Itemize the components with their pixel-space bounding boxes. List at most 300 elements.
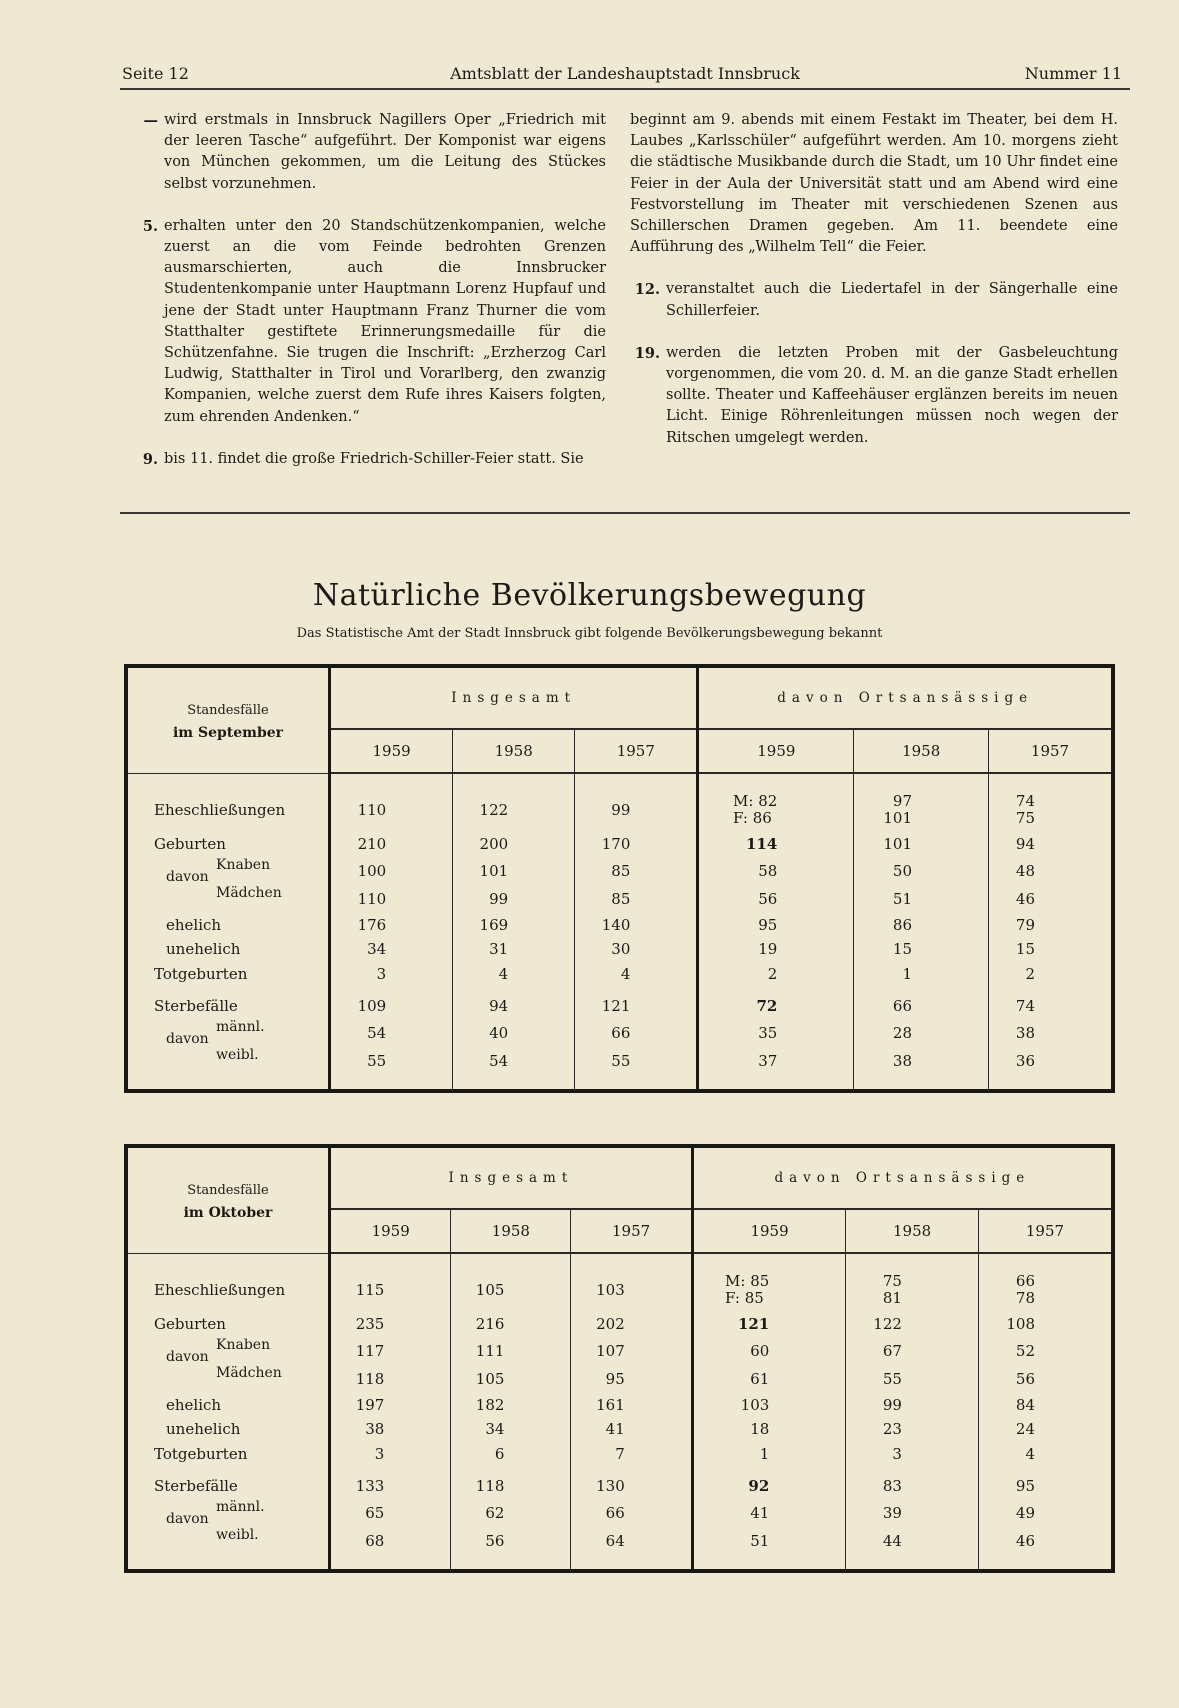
value-cell (330, 1047, 453, 1075)
value: 54 (489, 1051, 509, 1070)
value: 54 (367, 1023, 387, 1042)
value: 107 (596, 1341, 625, 1360)
value-cell (451, 1365, 571, 1393)
value: 86 (892, 915, 913, 934)
value: 6 (494, 1444, 505, 1463)
value: 36 (1015, 1051, 1035, 1070)
value-cell (575, 1047, 698, 1075)
value-cell (854, 832, 989, 857)
row-label-cell (126, 857, 330, 885)
row-label-cell (126, 788, 330, 832)
value: 18 (750, 1420, 770, 1439)
value: 235 (355, 1315, 385, 1334)
table-row (126, 1417, 1113, 1442)
davon-group (128, 1364, 282, 1389)
value-cell (451, 1527, 571, 1555)
value-cell (330, 1268, 451, 1312)
year-header: 1959 (692, 1209, 846, 1253)
value: 44 (882, 1531, 902, 1550)
value: 15 (892, 940, 913, 959)
value-cell (571, 1365, 692, 1393)
value-cell (978, 1527, 1113, 1555)
value: 111 (475, 1341, 505, 1360)
value-cell (846, 1268, 979, 1312)
value-cell (571, 1268, 692, 1312)
value-cell (989, 986, 1113, 1019)
row-label-cell (126, 1442, 330, 1467)
value: 62 (485, 1503, 505, 1522)
row-label: männl. (216, 1018, 265, 1035)
value: 41 (605, 1420, 625, 1439)
value-cell (978, 1417, 1113, 1442)
value: 40 (489, 1023, 509, 1042)
value: 130 (596, 1477, 625, 1496)
value: 34 (485, 1420, 505, 1439)
value-cell (698, 885, 854, 913)
value: 19 (758, 940, 778, 959)
value-cell (698, 1047, 854, 1075)
davon-group (128, 1526, 259, 1551)
value-cell (330, 1019, 453, 1047)
value-cell (854, 788, 989, 832)
value: 169 (479, 915, 509, 934)
value-cell (453, 986, 575, 1019)
value: 56 (758, 889, 778, 908)
row-label-header (126, 1146, 330, 1253)
value-cell (575, 788, 698, 832)
value-cell (453, 1019, 575, 1047)
value-cell (846, 1527, 979, 1555)
value: 122 (479, 801, 509, 819)
value: 56 (485, 1531, 505, 1550)
row-label-cell (126, 832, 330, 857)
davon-group (128, 1046, 259, 1071)
female-value: F: 85 (725, 1289, 764, 1307)
value: 74 (1015, 792, 1035, 810)
value: 95 (1015, 1477, 1035, 1496)
value-cell (978, 1312, 1113, 1337)
value: 140 (601, 915, 631, 934)
stacked-values (883, 1273, 978, 1307)
value: 101 (479, 861, 509, 880)
row-label: weibl. (216, 1526, 259, 1543)
row-label: Totgeburten (154, 1444, 248, 1463)
value: 24 (1015, 1420, 1035, 1439)
value-cell (698, 788, 854, 832)
row-label-cell (126, 962, 330, 987)
value: 48 (1015, 861, 1035, 880)
value: 46 (1015, 1531, 1035, 1550)
row-label-cell (126, 1019, 330, 1047)
value-cell (330, 1466, 451, 1499)
row-label-cell (126, 1268, 330, 1312)
year-header: 1957 (978, 1209, 1113, 1253)
row-label-cell (126, 913, 330, 938)
value: 2 (1025, 964, 1035, 983)
value: 92 (748, 1477, 770, 1496)
value: 79 (1015, 915, 1035, 934)
stacked-values (1016, 1273, 1111, 1307)
value: 61 (750, 1369, 770, 1388)
male-value: M: 85 (725, 1272, 770, 1290)
row-label-cell (126, 1499, 330, 1527)
value-cell (571, 1393, 692, 1418)
value-cell (453, 1047, 575, 1075)
value-cell (854, 885, 989, 913)
row-label: unehelich (166, 1420, 241, 1439)
value-cell (571, 1417, 692, 1442)
row-label-cell (126, 937, 330, 962)
year-header: 1958 (451, 1209, 571, 1253)
entry-text: wird erstmals in Innsbruck Nagillers Oper „Friedrich mit der leeren Tasche“ aufgeführt. Der Komponist war eigens von München gekommen, um die Leitung des Stückes selbst vorzunehmen. (164, 112, 606, 192)
value: 83 (882, 1477, 902, 1496)
value: 67 (882, 1341, 902, 1360)
table-row (126, 962, 1113, 987)
value: 38 (365, 1420, 385, 1439)
group-header-insgesamt: Insgesamt (330, 666, 698, 729)
stacked-values (883, 793, 988, 827)
year-header: 1957 (989, 729, 1113, 773)
value-cell (978, 1393, 1113, 1418)
row-label: Mädchen (216, 884, 282, 901)
value-cell (330, 1442, 451, 1467)
table-row (126, 857, 1113, 885)
value: 1 (902, 964, 913, 983)
row-label-cell (126, 885, 330, 913)
header-row (126, 666, 1113, 729)
value: 118 (475, 1477, 505, 1496)
table-row (126, 1499, 1113, 1527)
value-cell (571, 1466, 692, 1499)
section-title: Natürliche Bevölkerungsbewegung (312, 578, 867, 613)
value: 55 (367, 1051, 387, 1070)
value-cell (846, 1417, 979, 1442)
value: 50 (892, 861, 913, 880)
value-cell (330, 1499, 451, 1527)
value: 66 (892, 997, 913, 1016)
entry-text: werden die letzten Proben mit der Gasbeleuchtung vorgenommen, die vom 20. d. M. an die ganze Stadt erhellen sollte. Theater und Kaffeehäuser erglänzen bereits im neuen Licht. Einige Röhrenleitungen müssen noch wegen der Ritschen umgelegt werden. (666, 344, 1118, 446)
value: 72 (756, 997, 778, 1016)
row-label: Geburten (154, 835, 226, 854)
value-cell (453, 832, 575, 857)
value-cell (698, 913, 854, 938)
entry-date: 9. (142, 450, 158, 468)
value: 2 (767, 964, 778, 983)
value-cell (575, 962, 698, 987)
value-cell (698, 937, 854, 962)
value-cell (575, 832, 698, 857)
year-header: 1959 (698, 729, 854, 773)
table-row (126, 937, 1113, 962)
row-label: ehelich (166, 915, 222, 934)
value: 103 (596, 1281, 625, 1299)
value-cell (854, 913, 989, 938)
value: 105 (475, 1369, 505, 1388)
value-cell (575, 913, 698, 938)
value: 23 (882, 1420, 902, 1439)
year-header: 1959 (330, 1209, 451, 1253)
value-cell (453, 788, 575, 832)
davon-label: davon (166, 1510, 209, 1527)
value: 58 (758, 861, 778, 880)
value-cell (692, 1442, 846, 1467)
value: 121 (601, 997, 631, 1016)
value-cell (451, 1466, 571, 1499)
row-label-cell (126, 1527, 330, 1555)
value-cell (330, 1365, 451, 1393)
value: 99 (882, 1395, 902, 1414)
value-cell (571, 1337, 692, 1365)
value: 15 (1015, 940, 1035, 959)
value-cell (846, 1442, 979, 1467)
issue-number: Nummer 11 (1024, 64, 1122, 83)
row-label: Totgeburten (154, 964, 248, 983)
row-label-cell (126, 1393, 330, 1418)
value: 4 (1025, 1444, 1035, 1463)
value: 101 (883, 809, 913, 827)
value: 202 (596, 1315, 625, 1334)
entry-text: erhalten unter den 20 Standschützenkompanien, welche zuerst an die vom Feinde bedrohten Grenzen ausmarschierten, auch die Innsbrucker Studentenkompanie unter Hauptmann Lorenz Hupfauf und jene der Stadt unter Hauptmann Franz Thurner die vom Statthalter gestiftete Erinnerungsmedaille für die Schützenfahne. Sie trugen die Inschrift: „Erzherzog Carl Ludwig, Statthalter in Tirol und Vorarlberg, den zwanzig Kompanien, welche zuerst dem Rufe ihres Kaisers folgten, zum ehrenden Andenken.“ (164, 217, 606, 425)
value: 3 (892, 1444, 902, 1463)
row-label: Geburten (154, 1315, 226, 1334)
value: 74 (1015, 997, 1035, 1016)
section-subtitle: Das Statistische Amt der Stadt Innsbruck gibt folgende Bevölkerungsbewegung bekannt (296, 626, 883, 641)
value: 51 (892, 889, 913, 908)
value: 78 (1015, 1289, 1035, 1307)
chronicle-entry (128, 216, 606, 428)
value-cell (451, 1268, 571, 1312)
value-cell (330, 1417, 451, 1442)
population-table (124, 1144, 1115, 1573)
table-row (126, 1019, 1113, 1047)
value: 41 (750, 1503, 770, 1522)
value: 95 (758, 915, 778, 934)
value: 100 (357, 861, 387, 880)
value-cell (698, 857, 854, 885)
row-label: Mädchen (216, 1364, 282, 1381)
entry-date: 19. (634, 344, 660, 362)
davon-label: davon (166, 1030, 209, 1047)
value-cell (854, 857, 989, 885)
value: 94 (489, 997, 509, 1016)
table-row (126, 1365, 1113, 1393)
value-cell (692, 1393, 846, 1418)
population-table (124, 664, 1115, 1093)
value-cell (692, 1365, 846, 1393)
value-cell (989, 937, 1113, 962)
value-cell (989, 857, 1113, 885)
value: 94 (1015, 835, 1035, 854)
value: 176 (357, 915, 387, 934)
value: 110 (357, 801, 387, 819)
value: 101 (883, 835, 913, 854)
value: 28 (892, 1023, 913, 1042)
value-cell (453, 857, 575, 885)
value-cell (330, 1527, 451, 1555)
value-cell (698, 832, 854, 857)
value-cell (571, 1527, 692, 1555)
table-row (126, 986, 1113, 1019)
value: 115 (355, 1281, 385, 1299)
table-row (126, 1268, 1113, 1312)
value: 37 (758, 1051, 778, 1070)
value: 81 (882, 1289, 902, 1307)
value-cell (575, 857, 698, 885)
value-cell (989, 913, 1113, 938)
value-cell (453, 885, 575, 913)
value-cell (330, 832, 453, 857)
row-label: weibl. (216, 1046, 259, 1063)
year-header: 1957 (571, 1209, 692, 1253)
value: 39 (882, 1503, 902, 1522)
value-cell (978, 1442, 1113, 1467)
male-female-split (733, 793, 853, 827)
publication-title: Amtsblatt der Landeshauptstadt Innsbruck (450, 64, 800, 83)
value-cell (978, 1337, 1113, 1365)
month-label: im Oktober (183, 1204, 273, 1221)
year-header: 1958 (854, 729, 989, 773)
value: 46 (1015, 889, 1035, 908)
value: 117 (355, 1341, 385, 1360)
value: 34 (367, 940, 387, 959)
value: 31 (489, 940, 509, 959)
page-number: Seite 12 (122, 64, 189, 83)
value: 3 (374, 1444, 385, 1463)
value: 38 (1015, 1023, 1035, 1042)
value: 66 (611, 1023, 631, 1042)
value-cell (989, 962, 1113, 987)
table-row (126, 788, 1113, 832)
table-row (126, 1527, 1113, 1555)
value: 3 (376, 964, 387, 983)
row-label-cell (126, 1417, 330, 1442)
stacked-values (1016, 793, 1111, 827)
value: 133 (355, 1477, 385, 1496)
row-label: ehelich (166, 1395, 222, 1414)
table-row (126, 1393, 1113, 1418)
value-cell (978, 1466, 1113, 1499)
table-row (126, 1442, 1113, 1467)
row-label-cell (126, 986, 330, 1019)
value: 103 (740, 1395, 770, 1414)
entry-date: 5. (142, 217, 158, 235)
davon-group (128, 1336, 271, 1365)
value: 4 (620, 964, 631, 983)
value: 65 (365, 1503, 385, 1522)
standesfaelle-label: Standesfälle (187, 1182, 269, 1198)
year-header: 1959 (330, 729, 453, 773)
year-header: 1958 (453, 729, 575, 773)
value: 1 (759, 1444, 770, 1463)
table-row (126, 885, 1113, 913)
value: 216 (475, 1315, 505, 1334)
value: 210 (357, 835, 387, 854)
value: 49 (1015, 1503, 1035, 1522)
value: 51 (750, 1531, 770, 1550)
value: 84 (1015, 1395, 1035, 1414)
value-cell (698, 1019, 854, 1047)
row-label: männl. (216, 1498, 265, 1515)
row-label-header (126, 666, 330, 773)
row-label-cell (126, 1365, 330, 1393)
value-cell (854, 962, 989, 987)
value-cell (330, 885, 453, 913)
value-cell (451, 1417, 571, 1442)
value-cell (846, 1312, 979, 1337)
value-cell (330, 913, 453, 938)
female-value: F: 86 (733, 809, 772, 827)
value: 66 (605, 1503, 625, 1522)
value: 108 (1006, 1315, 1035, 1334)
value: 35 (758, 1023, 778, 1042)
value-cell (692, 1268, 846, 1312)
table-row (126, 1047, 1113, 1075)
value-cell (854, 1019, 989, 1047)
value-cell (571, 1312, 692, 1337)
page-header (120, 62, 1130, 90)
section-divider (120, 512, 1130, 514)
row-label: Sterbefälle (154, 997, 238, 1016)
value: 197 (355, 1395, 385, 1414)
value: 99 (611, 801, 631, 819)
value-cell (692, 1337, 846, 1365)
chronicle-entry (128, 449, 606, 470)
value-cell (451, 1442, 571, 1467)
value: 55 (882, 1369, 902, 1388)
chronicle-entry (630, 279, 1118, 321)
value-cell (989, 1047, 1113, 1075)
header-row (126, 1146, 1113, 1209)
value: 85 (611, 861, 631, 880)
value: 109 (357, 997, 387, 1016)
row-label-cell (126, 1047, 330, 1075)
value-cell (575, 885, 698, 913)
table-row (126, 832, 1113, 857)
value-cell (698, 986, 854, 1019)
value-cell (846, 1499, 979, 1527)
table-row (126, 1312, 1113, 1337)
value: 55 (611, 1051, 631, 1070)
year-header: 1958 (846, 1209, 979, 1253)
value: 97 (892, 792, 913, 810)
entry-text: veranstaltet auch die Liedertafel in der Sängerhalle eine Schillerfeier. (666, 281, 1118, 319)
value: 121 (737, 1315, 770, 1334)
value: 7 (615, 1444, 625, 1463)
value-cell (854, 1047, 989, 1075)
value-cell (846, 1393, 979, 1418)
table-row (126, 913, 1113, 938)
value-cell (989, 1019, 1113, 1047)
value-cell (989, 885, 1113, 913)
value-cell (692, 1499, 846, 1527)
value-cell (575, 1019, 698, 1047)
chronicle-entry (630, 343, 1118, 449)
value-cell (978, 1268, 1113, 1312)
chronicle-entry (128, 110, 606, 195)
value-cell (571, 1499, 692, 1527)
value-cell (330, 1393, 451, 1418)
entry-text: beginnt am 9. abends mit einem Festakt im Theater, bei dem H. Laubes „Karlsschüler“ aufgeführt werden. Am 10. morgens zieht die städtische Musikbande durch die Stadt, um 10 Uhr findet eine Feier in der Aula der Universität statt und am Abend wird eine Festvorstellung im Theater mit verschiedenen Szenen aus Schillerschen Dramen gegeben. Am 11. beendete eine Aufführung des „Wilhelm Tell“ die Feier. (630, 112, 1118, 256)
value-cell (692, 1417, 846, 1442)
value-cell (854, 986, 989, 1019)
value-cell (451, 1337, 571, 1365)
value: 114 (746, 835, 778, 854)
value-cell (330, 937, 453, 962)
value: 99 (489, 889, 509, 908)
value-cell (453, 913, 575, 938)
value: 170 (601, 835, 631, 854)
row-label: Knaben (216, 856, 271, 873)
